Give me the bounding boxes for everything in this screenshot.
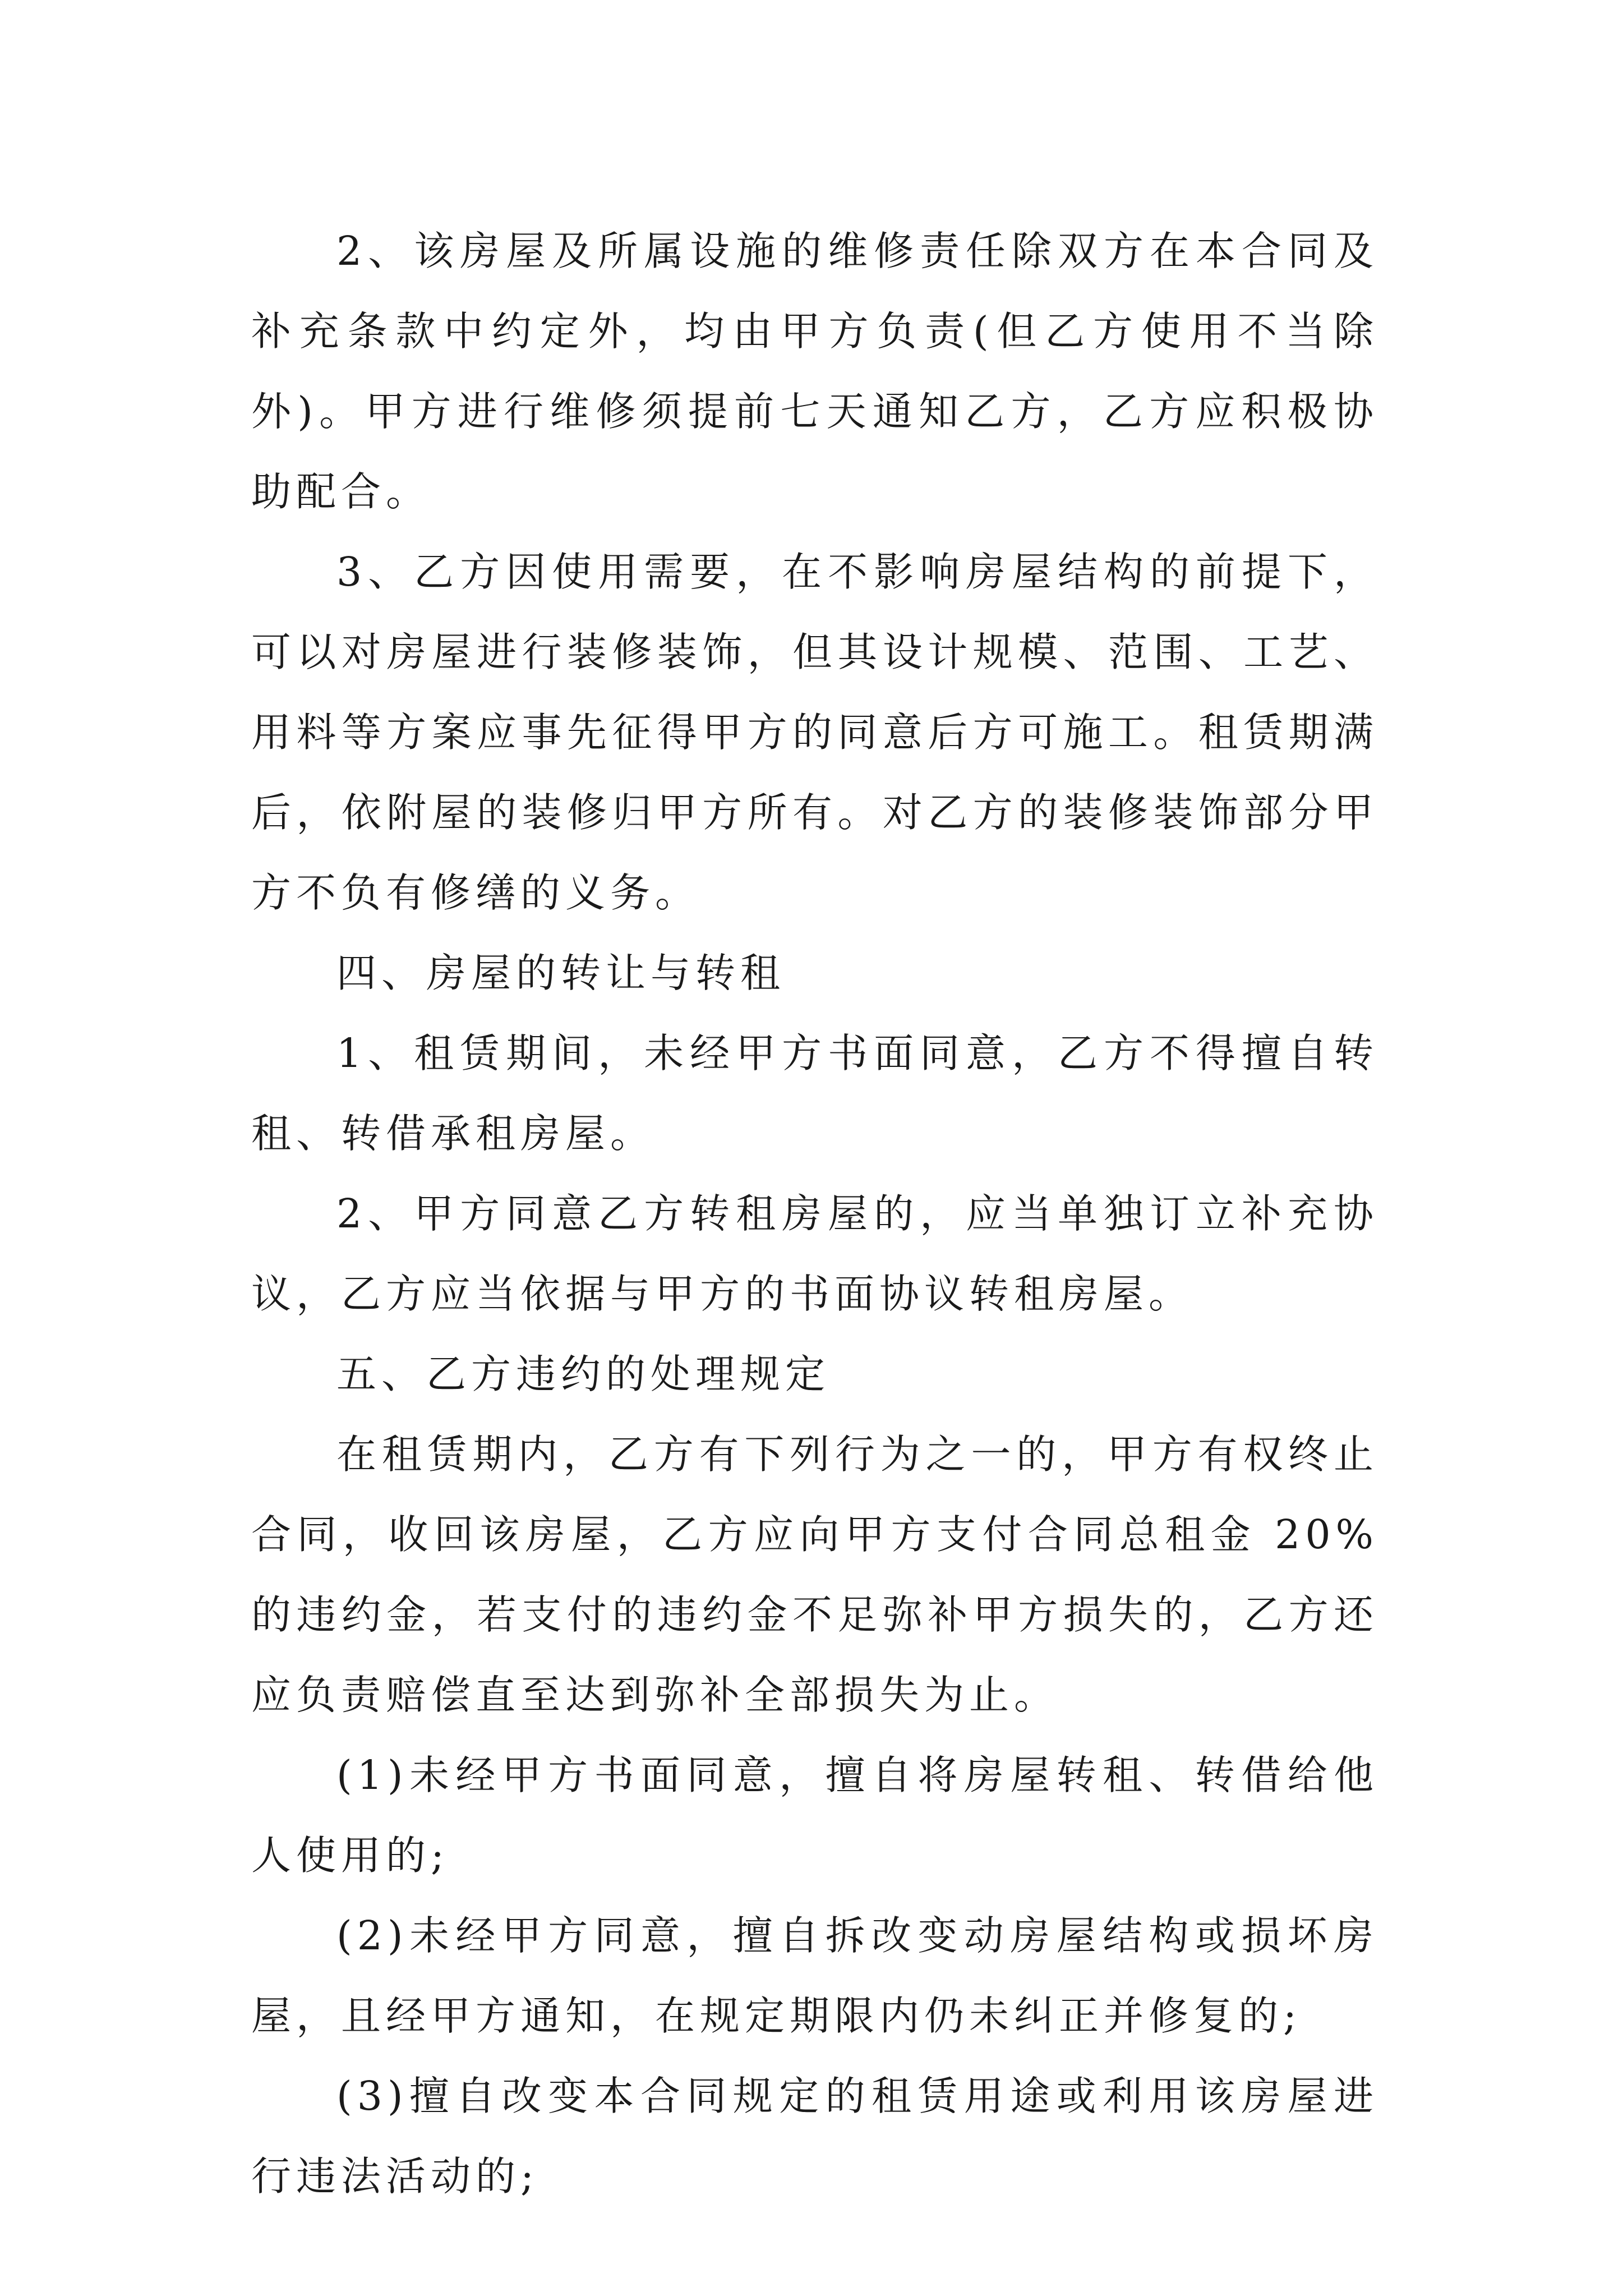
section-heading-transfer-sublease: 四、房屋的转让与转租 bbox=[336, 950, 786, 996]
list-item-breach-2: (2)未经甲方同意，擅自拆改变动房屋结构或损坏房屋，且经甲方通知，在规定期限内仍未纠正并修复的; bbox=[251, 1912, 1378, 2039]
list-item-breach-1: (1)未经甲方书面同意，擅自将房屋转租、转借给他人使用的; bbox=[251, 1752, 1378, 1879]
paragraph-breach-penalty: 在租赁期内，乙方有下列行为之一的，甲方有权终止合同，收回该房屋，乙方应向甲方支付合同总租金 20%的违约金，若支付的违约金不足弥补甲方损失的，乙方还应负责赔偿直至达到弥补全部损失为止。 bbox=[251, 1431, 1378, 1718]
paragraph-sublease-consent: 1、租赁期间，未经甲方书面同意，乙方不得擅自转租、转借承租房屋。 bbox=[251, 1030, 1378, 1157]
paragraph-sublease-agreement: 2、甲方同意乙方转租房屋的，应当单独订立补充协议，乙方应当依据与甲方的书面协议转租房屋。 bbox=[251, 1190, 1378, 1317]
paragraph-renovation: 3、乙方因使用需要，在不影响房屋结构的前提下，可以对房屋进行装修装饰，但其设计规模、范围、工艺、用料等方案应事先征得甲方的同意后方可施工。租赁期满后，依附屋的装修归甲方所有。对乙方的装修装饰部分甲方不负有修缮的义务。 bbox=[251, 549, 1378, 916]
paragraph-repair-responsibility: 2、该房屋及所属设施的维修责任除双方在本合同及补充条款中约定外，均由甲方负责(但乙方使用不当除外)。甲方进行维修须提前七天通知乙方，乙方应积极协助配合。 bbox=[251, 228, 1378, 515]
document-body bbox=[251, 211, 1378, 2216]
section-heading-breach: 五、乙方违约的处理规定 bbox=[336, 1351, 831, 1397]
list-item-breach-3: (3)擅自改变本合同规定的租赁用途或利用该房屋进行违法活动的; bbox=[251, 2073, 1378, 2200]
